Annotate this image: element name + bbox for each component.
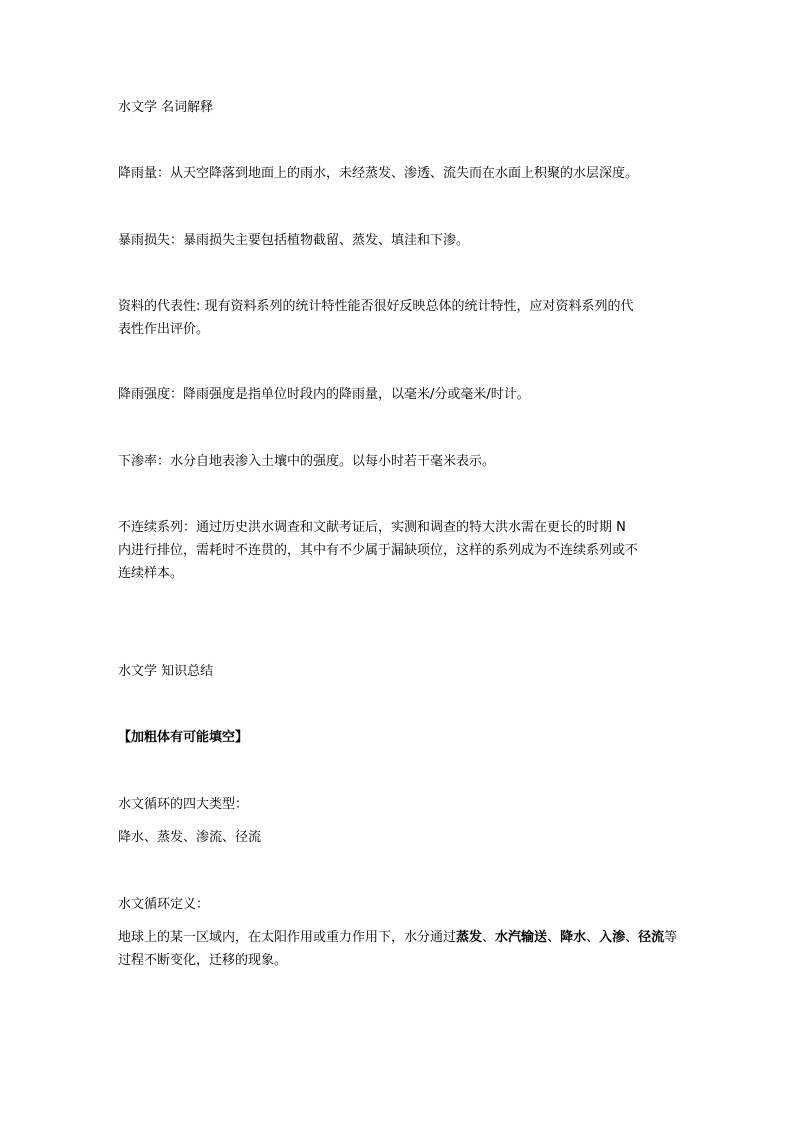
cycle-def-segment: 等过程不断变化，迁移的现象。 <box>118 930 678 968</box>
cycle-types-label: 水文循环的四大类型： <box>118 797 249 812</box>
term-rainfall: 降雨量：从天空降落到地面上的雨水，未经蒸发、渗透、流失而在水面上积聚的水层深度。 <box>118 166 639 181</box>
term-discontinuous-series-line2: 内进行排位，需耗时不连贯的，其中有不少属于漏缺项位，这样的系列成为不连续系列或不 <box>118 543 639 558</box>
term-infiltration-rate: 下渗率：水分自地表渗入土壤中的强度。以每小时若干毫米表示。 <box>118 454 496 469</box>
cycle-definition-label: 水文循环定义： <box>118 897 210 912</box>
separator: 、 <box>482 930 496 945</box>
cycle-types-value: 降水、蒸发、渗流、径流 <box>118 830 262 845</box>
keyword-evaporation: 蒸发 <box>456 930 483 945</box>
separator: 、 <box>586 930 600 945</box>
bold-note: 【加粗体有可能填空】 <box>118 730 249 745</box>
section-heading-terms: 水文学 名词解释 <box>118 100 214 115</box>
term-rain-intensity: 降雨强度：降雨强度是指单位时段内的降雨量，以毫米/分或毫米/时计。 <box>118 387 530 402</box>
keyword-infiltration: 入渗 <box>599 930 626 945</box>
section-heading-summary: 水文学 知识总结 <box>118 664 214 679</box>
cycle-def-segment: 地球上的某一区域内，在太阳作用或重力作用下，水分通过 <box>118 930 457 945</box>
keyword-runoff: 径流 <box>638 930 665 945</box>
separator: 、 <box>547 930 561 945</box>
term-discontinuous-series-line1: 不连续系列：通过历史洪水调查和文献考证后，实测和调查的特大洪水需在更长的时期 N <box>118 520 626 535</box>
term-storm-loss: 暴雨损失：暴雨损失主要包括植物截留、蒸发、填洼和下渗。 <box>118 233 470 248</box>
term-representativeness-line1: 资料的代表性: 现有资料系列的统计特性能否很好反映总体的统计特性，应对资料系列的代 <box>118 299 634 314</box>
term-representativeness-line2: 表性作出评价。 <box>118 322 210 337</box>
keyword-vapor-transport: 水汽输送 <box>495 930 548 945</box>
keyword-precipitation: 降水 <box>560 930 587 945</box>
cycle-definition-text <box>118 926 680 972</box>
separator: 、 <box>625 930 639 945</box>
term-discontinuous-series-line3: 连续样本。 <box>118 566 184 581</box>
